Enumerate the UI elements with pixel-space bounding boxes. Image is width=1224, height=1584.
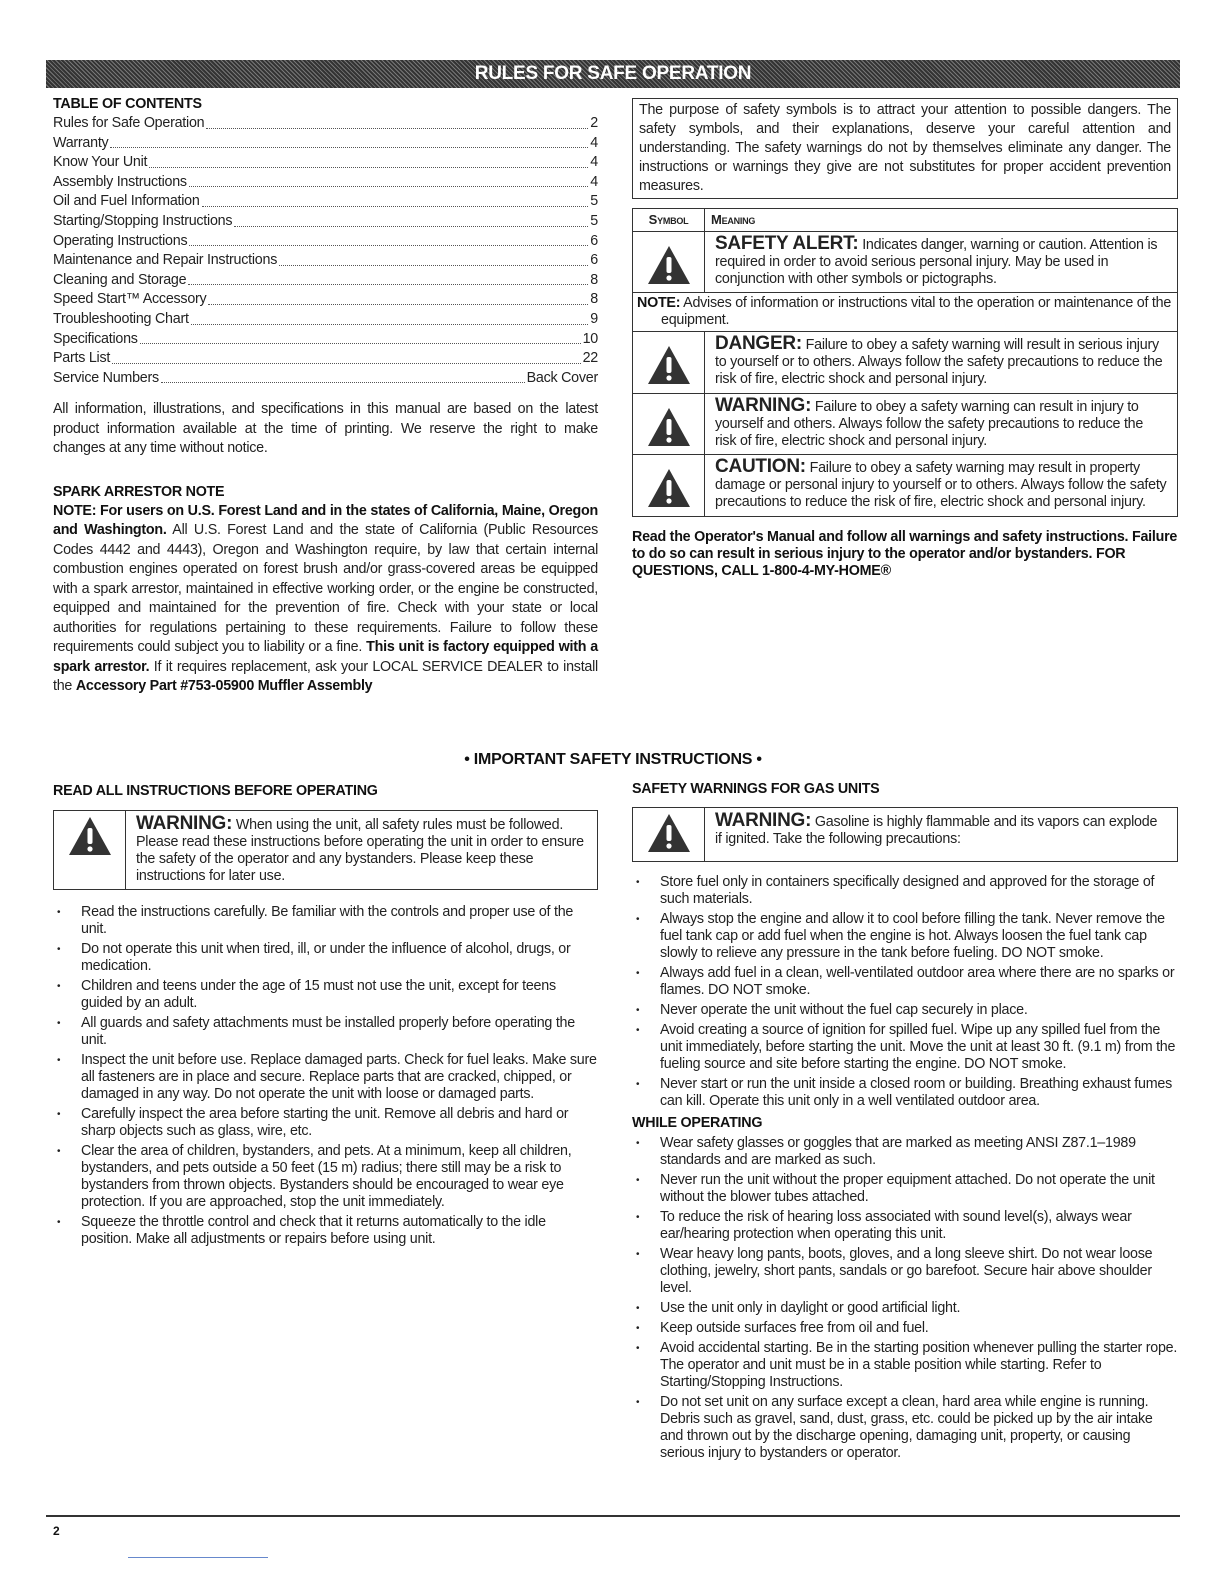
read-manual-notice: Read the Operator's Manual and follow all warnings and safety instructions. Failure to do so can result in serious injury to the operator and/or bystanders. FOR QUESTIONS, CALL 1-800-4-MY-HOME® [632, 528, 1178, 579]
important-title: • IMPORTANT SAFETY INSTRUCTIONS • [464, 751, 762, 768]
keyword: WARNING: [715, 394, 812, 416]
spark-bold: This unit is factory equipped with a spark arrestor. [53, 639, 598, 675]
keyword: DANGER: [715, 333, 802, 354]
list-item: • Keep outside surfaces free from oil and fuel. [632, 1320, 1178, 1337]
leader-dots [191, 310, 589, 325]
toc-page: 22 [582, 350, 598, 367]
list-item: • Children and teens under the age of 15 must not use the unit, except for teens guided by an adult. [53, 978, 598, 1012]
spark-bold: NOTE: For users on U.S. Forest Land and in the states of California, Maine, Oregon and Washington. [53, 502, 598, 539]
leader-dots [208, 290, 588, 305]
warning-triangle-icon [646, 244, 692, 286]
toc-heading: TABLE OF CONTENTS [53, 96, 202, 112]
leader-dots [188, 271, 588, 286]
warning-triangle-icon [646, 344, 692, 386]
toc-entry[interactable] [53, 251, 598, 271]
toc-entry[interactable] [53, 349, 598, 369]
gas-units-heading: SAFETY WARNINGS FOR GAS UNITS [632, 781, 880, 797]
warning-box [632, 807, 1178, 862]
col-meaning: Meaning [705, 209, 1178, 232]
list-item: • Store fuel only in containers specifically designed and approved for the storage of such materials. [632, 874, 1178, 908]
toc-label: Oil and Fuel Information [53, 193, 200, 210]
left-top-column [53, 95, 598, 697]
list-item: • Avoid accidental starting. Be in the starting position whenever pulling the starter rope. The operator and unit must be in a stable position while starting. Refer to Starting/Stopping Instructions. [632, 1340, 1178, 1391]
toc-page: 2 [590, 115, 598, 131]
keyword: WARNING: [136, 813, 233, 834]
warning-box [53, 810, 598, 890]
toc-label: Operating Instructions [53, 232, 188, 249]
read-all-heading: READ ALL INSTRUCTIONS BEFORE OPERATING [53, 783, 378, 799]
symbol-table [632, 208, 1178, 517]
leader-dots [140, 330, 581, 345]
warning-triangle-icon [646, 812, 692, 854]
keyword: CAUTION: [715, 456, 806, 477]
list-item: • Never operate the unit without the fuel cap securely in place. [632, 1002, 1178, 1019]
toc-page: 8 [590, 291, 598, 308]
meaning-text: Failure to obey a safety warning will result in serious injury to yourself or to others. Always follow the safety precautions to reduce the risk of fire, electric shock and personal injury. [715, 337, 1163, 387]
toc-page: 4 [590, 173, 598, 190]
toc-entry[interactable] [53, 290, 598, 310]
spark-body: If it requires replacement, ask your LOCAL SERVICE DEALER to install the [53, 658, 598, 695]
list-item: • Wear safety glasses or goggles that are marked as meeting ANSI Z87.1–1989 standards and are marked as such. [632, 1135, 1178, 1169]
keyword: NOTE: [637, 295, 681, 311]
row-warning [633, 393, 1178, 455]
purpose-box: The purpose of safety symbols is to attract your attention to possible dangers. The safety symbols, and their explanations, deserve your careful attention and understanding. The safety warnings do not by themselves eliminate any danger. The instructions or warnings they give are not substitutes for proper accident prevention measures. [632, 98, 1178, 199]
list-item: • Inspect the unit before use. Replace damaged parts. Check for fuel leaks. Make sure all fasteners are in place and secure. Replace parts that are cracked, chipped, or damaged in any way. Do not operate the unit with loose or damaged parts. [53, 1052, 598, 1103]
toc-page: 8 [590, 271, 598, 288]
warning-text: Gasoline is highly flammable and its vapors can explode if ignited. Take the following precautions: [715, 814, 1158, 847]
leader-dots [189, 173, 589, 188]
list-item: • Read the instructions carefully. Be familiar with the controls and proper use of the unit. [53, 904, 598, 938]
warning-triangle-icon [67, 815, 113, 857]
left-bullet-list [53, 904, 598, 1248]
toc-entry[interactable] [53, 232, 598, 252]
keyword: SAFETY ALERT: [715, 232, 859, 254]
row-safety-alert [633, 231, 1178, 293]
list-item: • Always stop the engine and allow it to cool before filling the tank. Never remove the fuel tank cap or add fuel when the engine is hot. Always loosen the fuel tank cap slowly to relieve any pressure in the tank before fueling. DO NOT smoke. [632, 911, 1178, 962]
footer-divider [46, 1515, 1180, 1517]
leader-dots [110, 134, 588, 149]
list-item: • Never run the unit without the proper equipment attached. Do not operate the unit without the blower tubes attached. [632, 1172, 1178, 1206]
list-item: • Use the unit only in daylight or good artificial light. [632, 1300, 1178, 1317]
list-item: • Carefully inspect the area before starting the unit. Remove all debris and hard or sharp objects such as glass, wire, etc. [53, 1106, 598, 1140]
leader-dots [279, 251, 588, 266]
toc-label: Service Numbers [53, 369, 159, 386]
meaning-text: Failure to obey a safety warning can result in injury to yourself and others. Always follow the safety precautions to reduce the risk of fire, electric shock and personal injury. [715, 398, 1144, 449]
toc-label: Parts List [53, 350, 111, 367]
right-top-column [632, 98, 1178, 580]
toc-page: 9 [590, 310, 598, 327]
list-item: • Do not set unit on any surface except a clean, hard area while engine is running. Debris such as gravel, sand, dust, grass, etc. could be picked up by the air intake and thrown out by the discharge opening, damaging unit, property, or causing serious injury to bystanders or operator. [632, 1394, 1178, 1462]
while-operating-heading: WHILE OPERATING [632, 1114, 763, 1131]
toc-entry[interactable] [53, 212, 598, 232]
warning-text: When using the unit, all safety rules must be followed. Please read these instructions before operating the unit in order to ensure the safety of the operator and any bystanders. Please keep these instructions for later use. [136, 817, 584, 884]
info-text: All information, illustrations, and specifications in this manual are based on the latest product information available at the time of printing. We reserve the right to make changes at any time without notice. [53, 401, 598, 457]
row-note [633, 293, 1178, 332]
meaning-text: Advises of information or instructions vital to the operation or maintenance of the equipment. [661, 295, 1172, 328]
leader-dots [149, 153, 588, 168]
meaning-text: Indicates danger, warning or caution. Attention is required in order to avoid serious personal injury. May be used in conjunction with other symbols or pictographs. [715, 236, 1158, 287]
header-title: RULES FOR SAFE OPERATION [474, 63, 752, 84]
toc-label: Maintenance and Repair Instructions [53, 252, 278, 269]
list-item: • Never start or run the unit inside a closed room or building. Breathing exhaust fumes can kill. Operate this unit only in a well ventilated outdoor area. [632, 1076, 1178, 1110]
toc-entry[interactable] [53, 192, 598, 212]
toc-label: Cleaning and Storage [53, 271, 187, 288]
toc-entry[interactable] [53, 153, 598, 173]
toc-page: 6 [590, 232, 598, 249]
toc-page: 5 [590, 212, 598, 229]
leader-dots [189, 232, 588, 247]
toc-page: 4 [590, 134, 598, 151]
toc-entry[interactable] [53, 114, 598, 134]
spark-text [53, 502, 598, 697]
keyword: WARNING: [715, 810, 812, 831]
toc-page: 10 [582, 330, 598, 347]
gas-bullet-list [632, 874, 1178, 1110]
toc-label: Troubleshooting Chart [53, 310, 189, 327]
toc-entry[interactable] [53, 173, 598, 193]
list-item: • Do not operate this unit when tired, ill, or under the influence of alcohol, drugs, or medication. [53, 941, 598, 975]
col-symbol: Symbol [633, 209, 705, 232]
leader-dots [112, 349, 581, 364]
leader-dots [206, 114, 588, 129]
leader-dots [161, 369, 525, 384]
list-item: • Avoid creating a source of ignition for spilled fuel. Wipe up any spilled fuel from the unit immediately, before starting the unit. Move the unit at least 30 ft. (9.1 m) from the fueling source and site before starting the engine. DO NOT smoke. [632, 1022, 1178, 1073]
decorative-line [128, 1557, 268, 1558]
section-header [46, 60, 1180, 88]
page-number: 2 [53, 1524, 60, 1538]
while-operating-list [632, 1135, 1178, 1462]
toc-label: Assembly Instructions [53, 173, 187, 190]
toc-entry[interactable] [53, 330, 598, 350]
toc-entry[interactable] [53, 310, 598, 330]
toc-label: Warranty [53, 134, 109, 151]
toc-label: Rules for Safe Operation [53, 115, 205, 131]
leader-dots [234, 212, 588, 227]
list-item: • Squeeze the throttle control and check that it returns automatically to the idle position. Make all adjustments or repairs before using unit. [53, 1214, 598, 1248]
spark-body: All U.S. Forest Land and the state of California (Public Resources Codes 4442 and 4443), Oregon and Washington require, by law that certain internal combustion engines operated on forest brush and/or grass-covered areas be equipped with a spark arrestor, maintained in effective working order, or the engine be constructed, equipped and maintained for the prevention of fire. Check with your state or local authorities for regulations pertaining to these requirements. Failure to follow these requirements could subject you to liability or a fine. [53, 522, 598, 656]
toc-page: 5 [590, 193, 598, 210]
left-bottom-column [53, 782, 598, 1251]
list-item: • Always add fuel in a clean, well-ventilated outdoor area where there are no sparks or flames. DO NOT smoke. [632, 965, 1178, 999]
warning-triangle-icon [646, 467, 692, 509]
toc-entry[interactable] [53, 369, 598, 389]
toc-label: Specifications [53, 330, 138, 347]
spark-heading: SPARK ARRESTOR NOTE [53, 483, 225, 500]
toc-label: Starting/Stopping Instructions [53, 212, 233, 229]
warning-triangle-icon [646, 406, 692, 448]
toc-label: Speed Start™ Accessory [53, 291, 207, 308]
spark-part: Accessory Part #753-05900 Muffler Assembly [75, 678, 373, 695]
toc-label: Know Your Unit [53, 154, 148, 171]
row-caution [633, 455, 1178, 517]
toc-page: 6 [590, 252, 598, 269]
table-of-contents [53, 114, 598, 388]
toc-entry[interactable] [53, 134, 598, 154]
list-item: • Wear heavy long pants, boots, gloves, and a long sleeve shirt. Do not wear loose clothing, jewelry, short pants, sandals or go barefoot. Secure hair above shoulder level. [632, 1246, 1178, 1297]
list-item: • Clear the area of children, bystanders, and pets. At a minimum, keep all children, bystanders, and pets outside a 50 feet (15 m) radius; there still may be a risk to bystanders from thrown objects. Bystanders should be encouraged to wear eye protection. If you are approached, stop the unit immediately. [53, 1143, 598, 1211]
leader-dots [202, 192, 589, 207]
toc-page: 4 [590, 154, 598, 171]
list-item: • All guards and safety attachments must be installed properly before operating the unit. [53, 1015, 598, 1049]
meaning-text: Failure to obey a safety warning may result in property damage or personal injury to yourself or to others. Always follow the safety precautions to reduce the risk of fire, electric shock and personal injury. [715, 460, 1167, 510]
toc-entry[interactable] [53, 271, 598, 291]
toc-page: Back Cover [526, 369, 598, 386]
row-danger [633, 332, 1178, 394]
right-bottom-column [632, 780, 1178, 1465]
list-item: • To reduce the risk of hearing loss associated with sound level(s), always wear ear/hearing protection when operating this unit. [632, 1209, 1178, 1243]
